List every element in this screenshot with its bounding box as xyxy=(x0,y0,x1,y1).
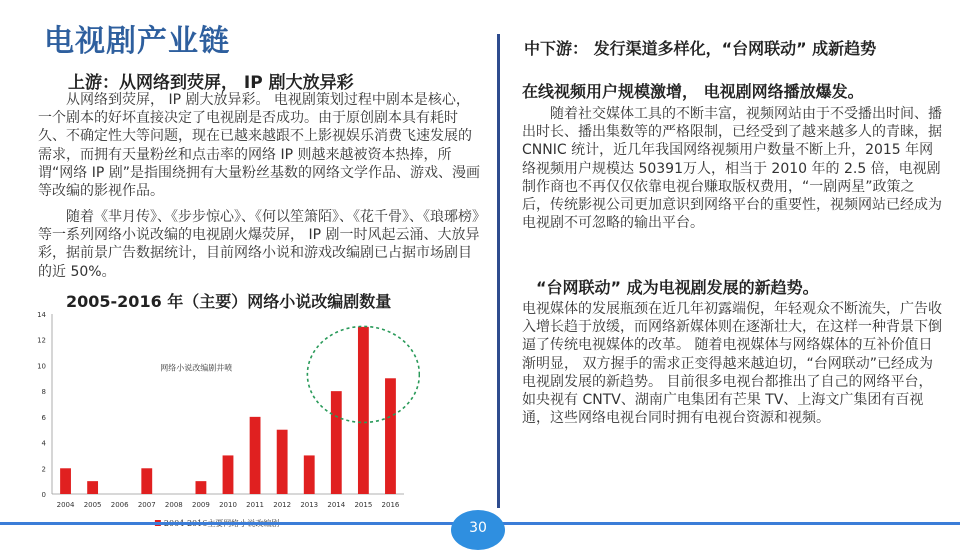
novel-adaptation-bar-chart xyxy=(30,306,420,536)
y-tick-label: 2 xyxy=(41,465,46,474)
y-tick-label: 14 xyxy=(37,311,46,319)
page-title: 电视剧产业链 xyxy=(44,24,230,59)
x-tick-label: 2008 xyxy=(164,501,183,509)
downstream-heading: 中下游： 发行渠道多样化，“台网联动” 成新趋势 xyxy=(524,39,877,58)
chart-title: 2005-2016 年（主要）网络小说改编剧数量 xyxy=(66,292,392,311)
y-tick-label: 8 xyxy=(41,388,46,397)
upstream-paragraph-1: 从网络到荧屏， IP 剧大放异彩。 电视剧策划过程中剧本是核心，一个剧本的好坏直接决定了电视剧是否成功。由于原创剧本具有耗时久、不确定性大等问题，现在已越来越跟不上影视娱乐消费飞速发展的需求，而拥有天量粉丝和点击率的网络 IP 则越来越被资本热捧，所谓“网络 IP 剧”是指围绕拥有大量粉丝基数的网络文学作品、游戏、漫画等改编的影视作品。 xyxy=(38,92,480,200)
x-tick-label: 2004 xyxy=(56,501,75,509)
bar xyxy=(223,455,234,494)
upstream-paragraph-2: 随着《芈月传》、《步步惊心》、《何以笙箫陌》、《花千骨》、《琅琊榜》等一系列网络小说改编的电视剧火爆荧屏， IP 剧一时风起云涌、大放异彩，据前景广告数据统计，目前网络小说和游戏改编剧已占据市场剧目的近 50%。 xyxy=(38,209,480,280)
bar xyxy=(250,417,261,494)
bar xyxy=(196,481,207,494)
y-tick-label: 12 xyxy=(37,336,46,345)
page-number-badge: 30 xyxy=(451,510,505,550)
bar xyxy=(331,391,342,494)
bar xyxy=(277,430,288,494)
y-tick-label: 6 xyxy=(41,413,46,422)
tv-network-linkage-heading: “台网联动” 成为电视剧发展的新趋势。 xyxy=(536,278,819,297)
column-divider xyxy=(497,34,500,508)
x-tick-label: 2007 xyxy=(137,501,156,509)
bar xyxy=(358,327,369,494)
bar xyxy=(304,455,315,494)
y-tick-label: 0 xyxy=(41,491,46,499)
x-tick-label: 2009 xyxy=(192,501,210,509)
bar xyxy=(87,481,98,494)
bar xyxy=(60,468,71,494)
y-tick-label: 10 xyxy=(37,362,46,371)
chart-annotation: 网络小说改编剧井喷 xyxy=(160,363,233,373)
x-tick-label: 2005 xyxy=(83,501,102,509)
y-tick-label: 4 xyxy=(41,439,46,448)
x-tick-label: 2010 xyxy=(219,501,237,509)
x-tick-label: 2015 xyxy=(354,501,373,509)
x-tick-label: 2012 xyxy=(273,501,292,509)
x-tick-label: 2016 xyxy=(381,501,400,509)
bar xyxy=(385,378,396,494)
bar xyxy=(141,468,152,494)
x-tick-label: 2013 xyxy=(300,501,319,509)
online-video-heading: 在线视频用户规模激增， 电视剧网络播放爆发。 xyxy=(522,82,864,101)
online-video-paragraph: 随着社交媒体工具的不断丰富，视频网站由于不受播出时间、播出时长、播出集数等的严格限制，已经受到了越来越多人的青睐，据 CNNIC 统计，近几年我国网络视频用户数量不断上升，2015 年网络视频用户规模达 50391万人，相当于 2010 年的 2.5 倍，电视剧制作商也不再仅仅依靠电视台赚取版权费用，“一剧两星”政策之后，传统影视公司更加意识到网络平台的重要性，视频网站已经成为电视剧不可忽略的输出平台。 xyxy=(522,106,942,232)
tv-network-linkage-paragraph: 电视媒体的发展瓶颈在近几年初露端倪，年轻观众不断流失，广告收入增长趋于放缓，而网络新媒体则在逐渐壮大，在这样一种背景下倒逼了传统电视媒体的改革。 随着电视媒体与网络媒体的互补价值日渐明显， 双方握手的需求正变得越来越迫切，“台网联动”已经成为电视剧发展的新趋势。 目前很多电视台都推出了自己的网络平台，如央视有 CNTV、湖南广电集团有芒果 TV、上海文广集团有百视通，这些网络电视台同时拥有电视台资源和视频。 xyxy=(522,301,942,427)
x-tick-label: 2006 xyxy=(110,501,129,509)
upstream-heading: 上游：从网络到荧屏， IP 剧大放异彩 xyxy=(68,73,354,93)
x-tick-label: 2014 xyxy=(327,501,346,509)
x-tick-label: 2011 xyxy=(246,501,264,509)
